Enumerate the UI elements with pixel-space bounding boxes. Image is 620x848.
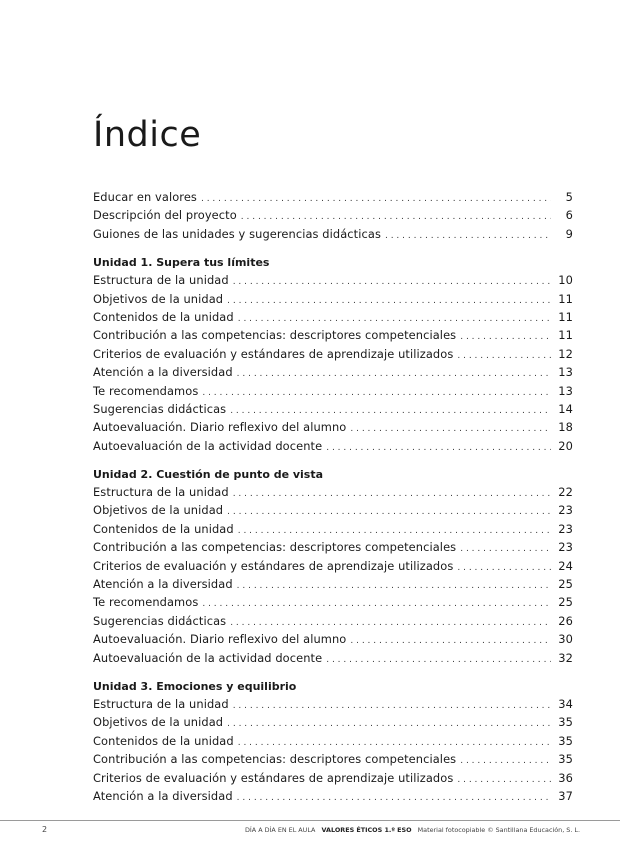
toc-entry-label: Atención a la diversidad [93, 577, 233, 592]
dot-leader [457, 351, 551, 361]
toc-entry [93, 540, 573, 558]
toc-entry [93, 559, 573, 577]
dot-leader [230, 618, 551, 628]
toc-entry [93, 771, 573, 789]
toc-entry-page: 11 [558, 309, 573, 324]
dot-leader [326, 655, 551, 665]
toc-entry-page: 23 [558, 503, 573, 518]
toc-entry [93, 752, 573, 770]
toc-entry [93, 420, 573, 438]
dot-leader [350, 636, 551, 646]
dot-leader [237, 581, 551, 591]
dot-leader [457, 775, 551, 785]
toc-entry-label: Autoevaluación. Diario reflexivo del alumno [93, 420, 347, 435]
toc-entry [93, 208, 573, 226]
dot-leader [238, 314, 551, 324]
toc-entry-page: 10 [558, 273, 573, 288]
toc-entry-page: 24 [558, 558, 573, 573]
footer-series: DÍA A DÍA EN EL AULA [245, 826, 316, 834]
toc-entry-label: Te recomendamos [93, 595, 199, 610]
toc-entry [93, 485, 573, 503]
dot-leader [227, 296, 551, 306]
toc-entry-label: Estructura de la unidad [93, 485, 229, 500]
dot-leader [233, 277, 551, 287]
toc-entry [93, 651, 573, 669]
toc-entry-label: Criterios de evaluación y estándares de aprendizaje utilizados [93, 346, 454, 361]
toc-entry-label: Atención a la diversidad [93, 788, 233, 803]
toc-entry [93, 715, 573, 733]
dot-leader [238, 526, 551, 536]
dot-leader [202, 388, 551, 398]
toc-unit-section [93, 677, 573, 807]
toc-entry-page: 13 [558, 383, 573, 398]
dot-leader [227, 719, 551, 729]
footer-subject: VALORES ÉTICOS 1.º ESO [321, 826, 412, 834]
toc-entry-label: Estructura de la unidad [93, 273, 229, 288]
toc-entry [93, 310, 573, 328]
toc-entry-page: 14 [558, 401, 573, 416]
toc-entry-page: 11 [558, 328, 573, 343]
toc-entry-label: Autoevaluación de la actividad docente [93, 650, 323, 665]
toc-entry-label: Contribución a las competencias: descriptores competenciales [93, 752, 457, 767]
toc-entry-page: 22 [558, 485, 573, 500]
dot-leader [460, 756, 551, 766]
toc-entry-label: Objetivos de la unidad [93, 503, 224, 518]
toc-entry-page: 12 [558, 346, 573, 361]
dot-leader [237, 793, 551, 803]
toc-entry-page: 20 [558, 438, 573, 453]
dot-leader [460, 544, 551, 554]
toc-unit-heading: Unidad 3. Emociones y equilibrio [93, 679, 297, 693]
toc-entry [93, 190, 573, 208]
dot-leader [202, 599, 551, 609]
toc-entry [93, 347, 573, 365]
toc-entry-label: Contribución a las competencias: descriptores competenciales [93, 540, 457, 555]
toc-entry [93, 439, 573, 457]
toc-unit-heading: Unidad 1. Supera tus límites [93, 256, 270, 270]
toc-entry-page: 18 [558, 420, 573, 435]
toc-entry-label: Criterios de evaluación y estándares de aprendizaje utilizados [93, 558, 454, 573]
toc-entry-page: 13 [558, 365, 573, 380]
toc-entry-label: Te recomendamos [93, 383, 199, 398]
toc-entry-page: 35 [558, 715, 573, 730]
footer-notice: Material fotocopiable © Santillana Educación, S. L. [417, 826, 580, 834]
toc-entry-page: 25 [558, 595, 573, 610]
toc-entry [93, 632, 573, 650]
dot-leader [233, 489, 551, 499]
toc-entry [93, 577, 573, 595]
toc-entry [93, 384, 573, 402]
toc-entry [93, 614, 573, 632]
dot-leader [233, 701, 551, 711]
footer-divider [0, 820, 620, 821]
toc-entry-label: Atención a la diversidad [93, 365, 233, 380]
toc-entry-label: Guiones de las unidades y sugerencias didácticas [93, 226, 381, 241]
toc-entry-page: 5 [565, 190, 573, 204]
toc-intro [93, 190, 573, 245]
dot-leader [326, 443, 551, 453]
toc-entry [93, 328, 573, 346]
toc-entry [93, 273, 573, 291]
table-of-contents [93, 190, 573, 807]
toc-entry [93, 503, 573, 521]
toc-entry-page: 34 [558, 696, 573, 711]
toc-entry-page: 9 [565, 226, 573, 241]
toc-entry-page: 6 [565, 208, 573, 223]
toc-entry-page: 23 [558, 540, 573, 555]
toc-entry-page: 37 [558, 788, 573, 803]
page-title: Índice [93, 115, 202, 156]
dot-leader [201, 194, 551, 204]
toc-entry-page: 35 [558, 752, 573, 767]
toc-entry [93, 227, 573, 245]
toc-entry-page: 26 [558, 613, 573, 628]
toc-entry-label: Criterios de evaluación y estándares de aprendizaje utilizados [93, 770, 454, 785]
toc-entry-label: Objetivos de la unidad [93, 715, 224, 730]
toc-entry-page: 23 [558, 521, 573, 536]
toc-entry-label: Contribución a las competencias: descriptores competenciales [93, 328, 457, 343]
dot-leader [241, 212, 551, 222]
toc-entry-label: Sugerencias didácticas [93, 401, 227, 416]
toc-entry-page: 36 [558, 770, 573, 785]
toc-entry-label: Estructura de la unidad [93, 696, 229, 711]
toc-entry [93, 789, 573, 807]
toc-units [93, 253, 573, 807]
dot-leader [385, 231, 551, 241]
toc-entry [93, 402, 573, 420]
dot-leader [230, 406, 551, 416]
toc-entry [93, 365, 573, 383]
footer-credits [245, 826, 580, 834]
toc-entry-label: Descripción del proyecto [93, 208, 237, 223]
dot-leader [227, 507, 551, 517]
toc-entry-page: 11 [558, 291, 573, 306]
dot-leader [460, 332, 551, 342]
toc-entry [93, 734, 573, 752]
toc-entry-page: 32 [558, 650, 573, 665]
toc-unit-heading: Unidad 2. Cuestión de punto de vista [93, 468, 324, 482]
dot-leader [457, 563, 551, 573]
dot-leader [350, 424, 551, 434]
toc-entry [93, 595, 573, 613]
toc-entry-label: Objetivos de la unidad [93, 291, 224, 306]
dot-leader [238, 738, 551, 748]
toc-entry [93, 697, 573, 715]
toc-entry-label: Contenidos de la unidad [93, 733, 234, 748]
footer-page-number: 2 [42, 825, 48, 834]
toc-unit-section [93, 253, 573, 457]
toc-entry-label: Autoevaluación de la actividad docente [93, 438, 323, 453]
toc-entry-page: 30 [558, 632, 573, 647]
dot-leader [237, 369, 551, 379]
toc-unit-section [93, 465, 573, 669]
toc-entry-label: Contenidos de la unidad [93, 309, 234, 324]
toc-entry-label: Educar en valores [93, 190, 197, 204]
toc-entry-label: Contenidos de la unidad [93, 521, 234, 536]
toc-entry-label: Sugerencias didácticas [93, 613, 227, 628]
toc-entry [93, 522, 573, 540]
toc-entry-page: 25 [558, 577, 573, 592]
toc-entry-page: 35 [558, 733, 573, 748]
toc-entry-label: Autoevaluación. Diario reflexivo del alumno [93, 632, 347, 647]
toc-entry [93, 292, 573, 310]
